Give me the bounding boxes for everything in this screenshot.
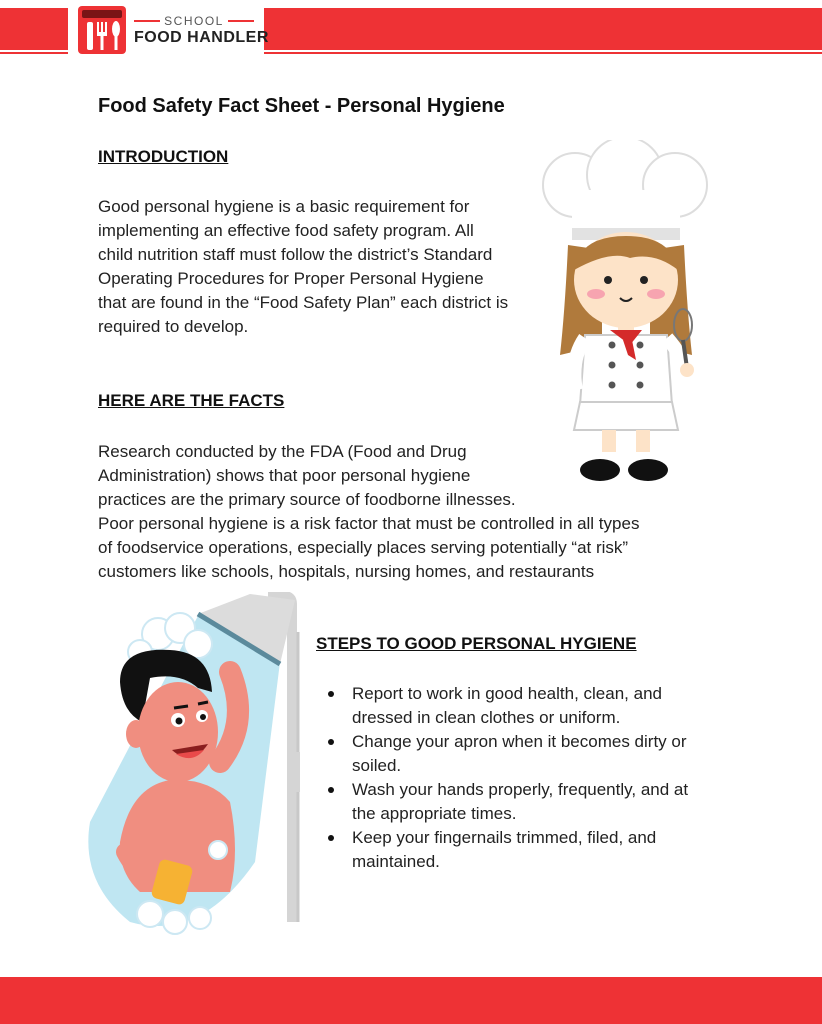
facts-line: Research conducted by the FDA (Food and Drug [98,442,467,461]
list-item [322,682,688,730]
step-line: Report to work in good health, clean, and [352,684,662,703]
facts-line: customers like schools, hospitals, nursing homes, and restaurants [98,562,595,581]
chef-girl-illustration [540,140,715,490]
step-line: soiled. [352,756,402,775]
intro-paragraph [98,195,508,339]
logo-school-row [134,14,254,28]
header-band-right-rule [264,52,822,54]
facts-line: Administration) shows that poor personal hygiene [98,466,471,485]
facts-line: practices are the primary source of foodborne illnesses. [98,490,516,509]
footer-band [0,977,822,1024]
brand-logo [78,4,269,56]
list-item [322,826,688,874]
steps-list [322,682,688,874]
intro-line: Operating Procedures for Proper Personal Hygiene [98,269,484,288]
step-line: Keep your fingernails trimmed, filed, and [352,828,657,847]
step-line: Wash your hands properly, frequently, and at [352,780,689,799]
man-showering-illustration [80,592,312,952]
facts-paragraph [98,440,639,584]
header-band-left-rule [0,52,68,54]
intro-line: that are found in the “Food Safety Plan” each district is [98,293,509,312]
intro-heading: INTRODUCTION [98,147,229,166]
list-item [322,730,688,778]
utensils-logo-icon [78,6,126,54]
step-line: the appropriate times. [352,804,517,823]
step-line: Change your apron when it becomes dirty or [352,732,687,751]
intro-line: Good personal hygiene is a basic requirement for [98,197,470,216]
step-line: dressed in clean clothes or uniform. [352,708,621,727]
list-item [322,778,688,826]
step-line: maintained. [352,852,440,871]
facts-line: of foodservice operations, especially places serving potentially “at risk” [98,538,629,557]
steps-heading: STEPS TO GOOD PERSONAL HYGIENE [316,634,637,653]
logo-brand-name: FOOD HANDLER [134,29,269,46]
intro-line: implementing an effective food safety program. All [98,221,474,240]
header-band-left [0,8,68,50]
page-title: Food Safety Fact Sheet - Personal Hygiene [98,95,505,117]
header-band-right [264,8,822,50]
logo-school-text: SCHOOL [164,14,224,28]
facts-line: Poor personal hygiene is a risk factor that must be controlled in all types [98,514,640,533]
facts-heading: HERE ARE THE FACTS [98,391,285,410]
intro-line: required to develop. [98,317,249,336]
intro-line: child nutrition staff must follow the district’s Standard [98,245,493,264]
